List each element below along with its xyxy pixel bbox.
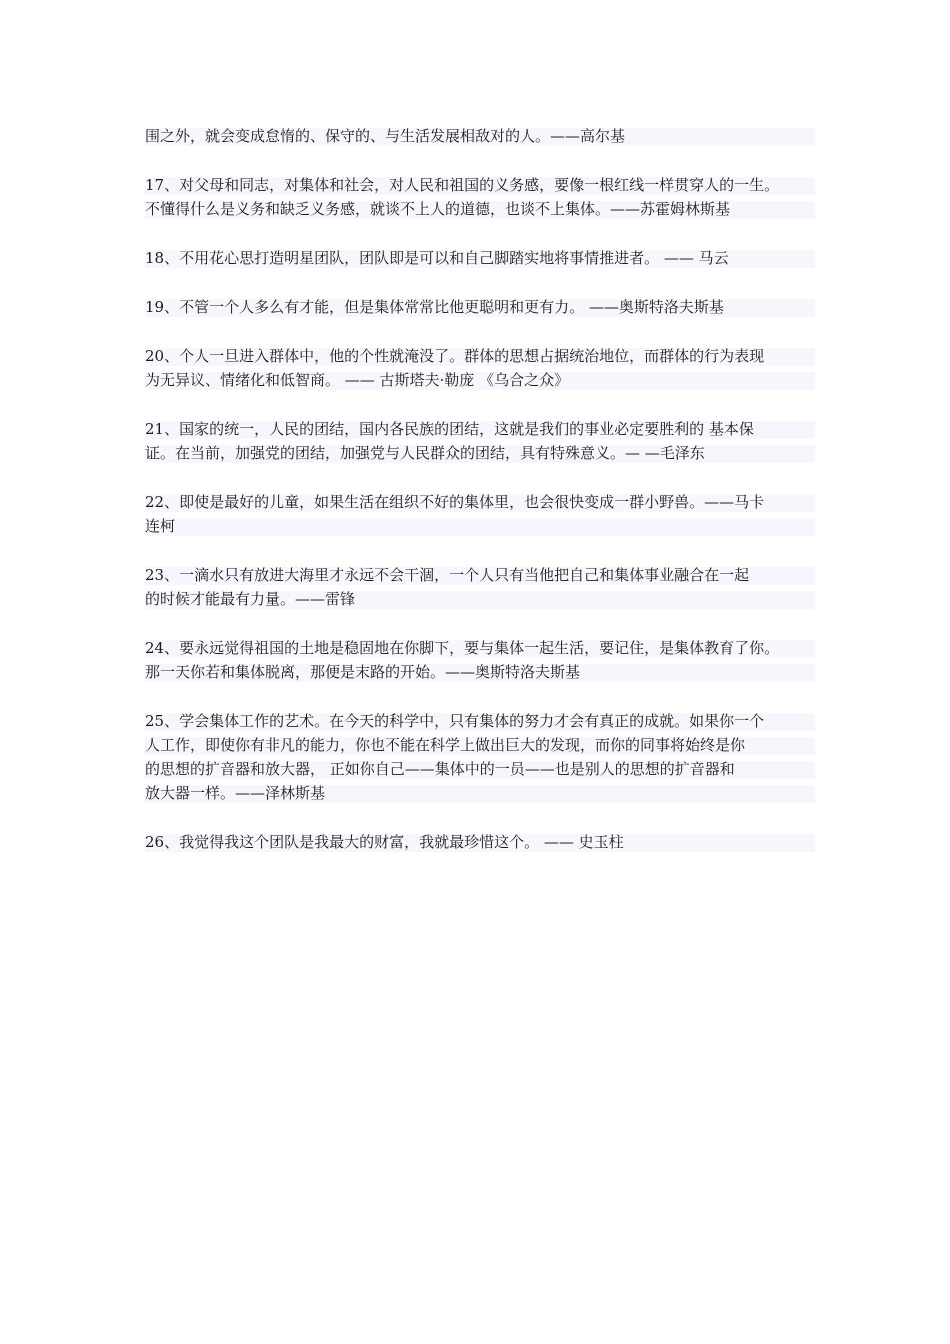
text-line: 24、要永远觉得祖国的土地是稳固地在你脚下，要与集体一起生活，要记住，是集体教育了你。 [145,636,815,660]
quote-paragraph [145,563,815,611]
quote-paragraph [145,417,815,465]
text-line: 26、我觉得我这个团队是我最大的财富，我就最珍惜这个。 —— 史玉柱 [145,830,815,854]
quote-paragraph [145,709,815,805]
quote-paragraph [145,295,815,319]
text-line: 不懂得什么是义务和缺乏义务感，就谈不上人的道德，也谈不上集体。——苏霍姆林斯基 [145,197,815,221]
text-line: 为无异议、情绪化和低智商。 —— 古斯塔夫·勒庞 《乌合之众》 [145,368,815,392]
text-line: 放大器一样。——泽林斯基 [145,781,815,805]
text-line: 的时候才能最有力量。——雷锋 [145,587,815,611]
text-line: 23、一滴水只有放进大海里才永远不会干涸，一个人只有当他把自己和集体事业融合在一起 [145,563,815,587]
text-line: 19、不管一个人多么有才能，但是集体常常比他更聪明和更有力。 ——奥斯特洛夫斯基 [145,295,815,319]
text-line: 人工作，即使你有非凡的能力，你也不能在科学上做出巨大的发现，而你的同事将始终是你 [145,733,815,757]
text-line: 证。在当前，加强党的团结，加强党与人民群众的团结，具有特殊意义。— —毛泽东 [145,441,815,465]
quote-paragraph [145,173,815,221]
text-line: 那一天你若和集体脱离，那便是末路的开始。——奥斯特洛夫斯基 [145,660,815,684]
quote-paragraph [145,124,815,148]
text-line: 18、不用花心思打造明星团队，团队即是可以和自己脚踏实地将事情推进者。 —— 马云 [145,246,815,270]
text-line: 17、对父母和同志，对集体和社会，对人民和祖国的义务感，要像一根红线一样贯穿人的一生。 [145,173,815,197]
text-line: 围之外，就会变成怠惰的、保守的、与生活发展相敌对的人。——高尔基 [145,124,815,148]
quote-paragraph [145,344,815,392]
quote-paragraph [145,246,815,270]
text-line: 的思想的扩音器和放大器， 正如你自己——集体中的一员——也是别人的思想的扩音器和 [145,757,815,781]
quote-paragraph [145,636,815,684]
quote-list [145,124,815,879]
quote-paragraph [145,830,815,854]
text-line: 连柯 [145,514,815,538]
text-line: 25、学会集体工作的艺术。在今天的科学中，只有集体的努力才会有真正的成就。如果你一个 [145,709,815,733]
text-line: 22、即使是最好的儿童，如果生活在组织不好的集体里，也会很快变成一群小野兽。——马卡 [145,490,815,514]
text-line: 21、国家的统一，人民的团结，国内各民族的团结，这就是我们的事业必定要胜利的 基本保 [145,417,815,441]
quote-paragraph [145,490,815,538]
text-line: 20、个人一旦进入群体中，他的个性就淹没了。群体的思想占据统治地位，而群体的行为表现 [145,344,815,368]
